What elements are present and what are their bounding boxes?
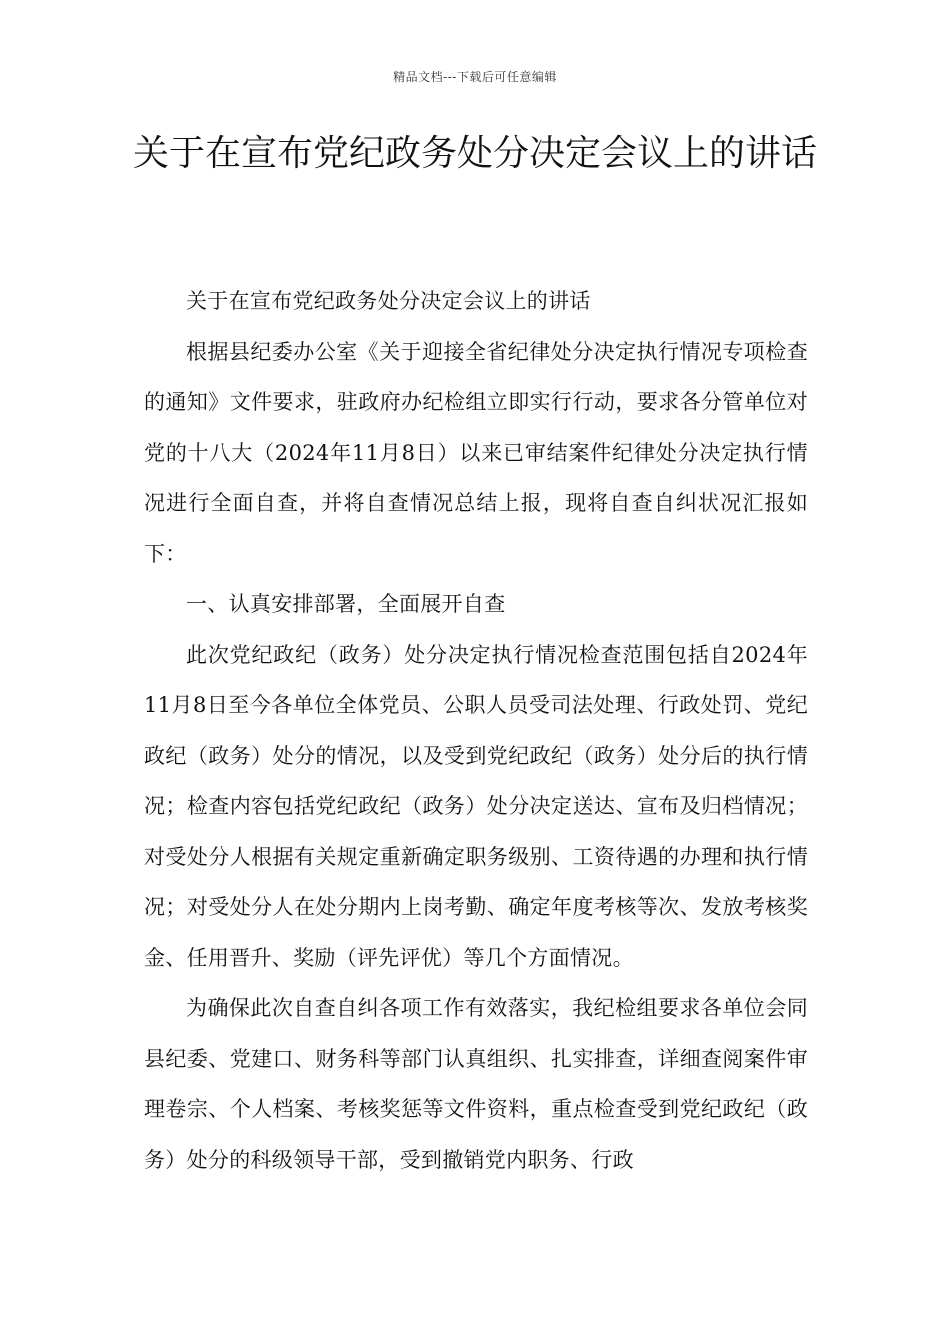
document-title: 关于在宣布党纪政务处分决定会议上的讲话 xyxy=(132,133,817,174)
section-heading-1: 一、认真安排部署，全面展开自查 xyxy=(186,592,506,616)
document-body xyxy=(144,276,808,1185)
paragraph-intro: 根据县纪委办公室《关于迎接全省纪律处分决定执行情况专项检查的通知》文件要求，驻政府办纪检组立即实行行动，要求各分管单位对党的十八大（2024年11月8日）以来已审结案件纪律处分决定执行情况进行全面自查，并将自查情况总结上报，现将自查自纠状况汇报如下： xyxy=(144,339,808,566)
header-note: 精品文档---下载后可任意编辑 xyxy=(393,70,557,84)
paragraph-implementation: 为确保此次自查自纠各项工作有效落实，我纪检组要求各单位会同县纪委、党建口、财务科等部门认真组织、扎实排查，详细查阅案件审理卷宗、个人档案、考核奖惩等文件资料，重点检查受到党纪政纪（政务）处分的科级领导干部，受到撤销党内职务、行政 xyxy=(144,996,808,1172)
paragraph-scope: 此次党纪政纪（政务）处分决定执行情况检查范围包括自2024年11月8日至今各单位全体党员、公职人员受司法处理、行政处罚、党纪政纪（政务）处分的情况，以及受到党纪政纪（政务）处分后的执行情况；检查内容包括党纪政纪（政务）处分决定送达、宣布及归档情况；对受处分人根据有关规定重新确定职务级别、工资待遇的办理和执行情况；对受处分人在处分期内上岗考勤、确定年度考核等次、发放考核奖金、任用晋升、奖励（评先评优）等几个方面情况。 xyxy=(144,642,808,970)
paragraph-subtitle: 关于在宣布党纪政务处分决定会议上的讲话 xyxy=(186,289,591,313)
